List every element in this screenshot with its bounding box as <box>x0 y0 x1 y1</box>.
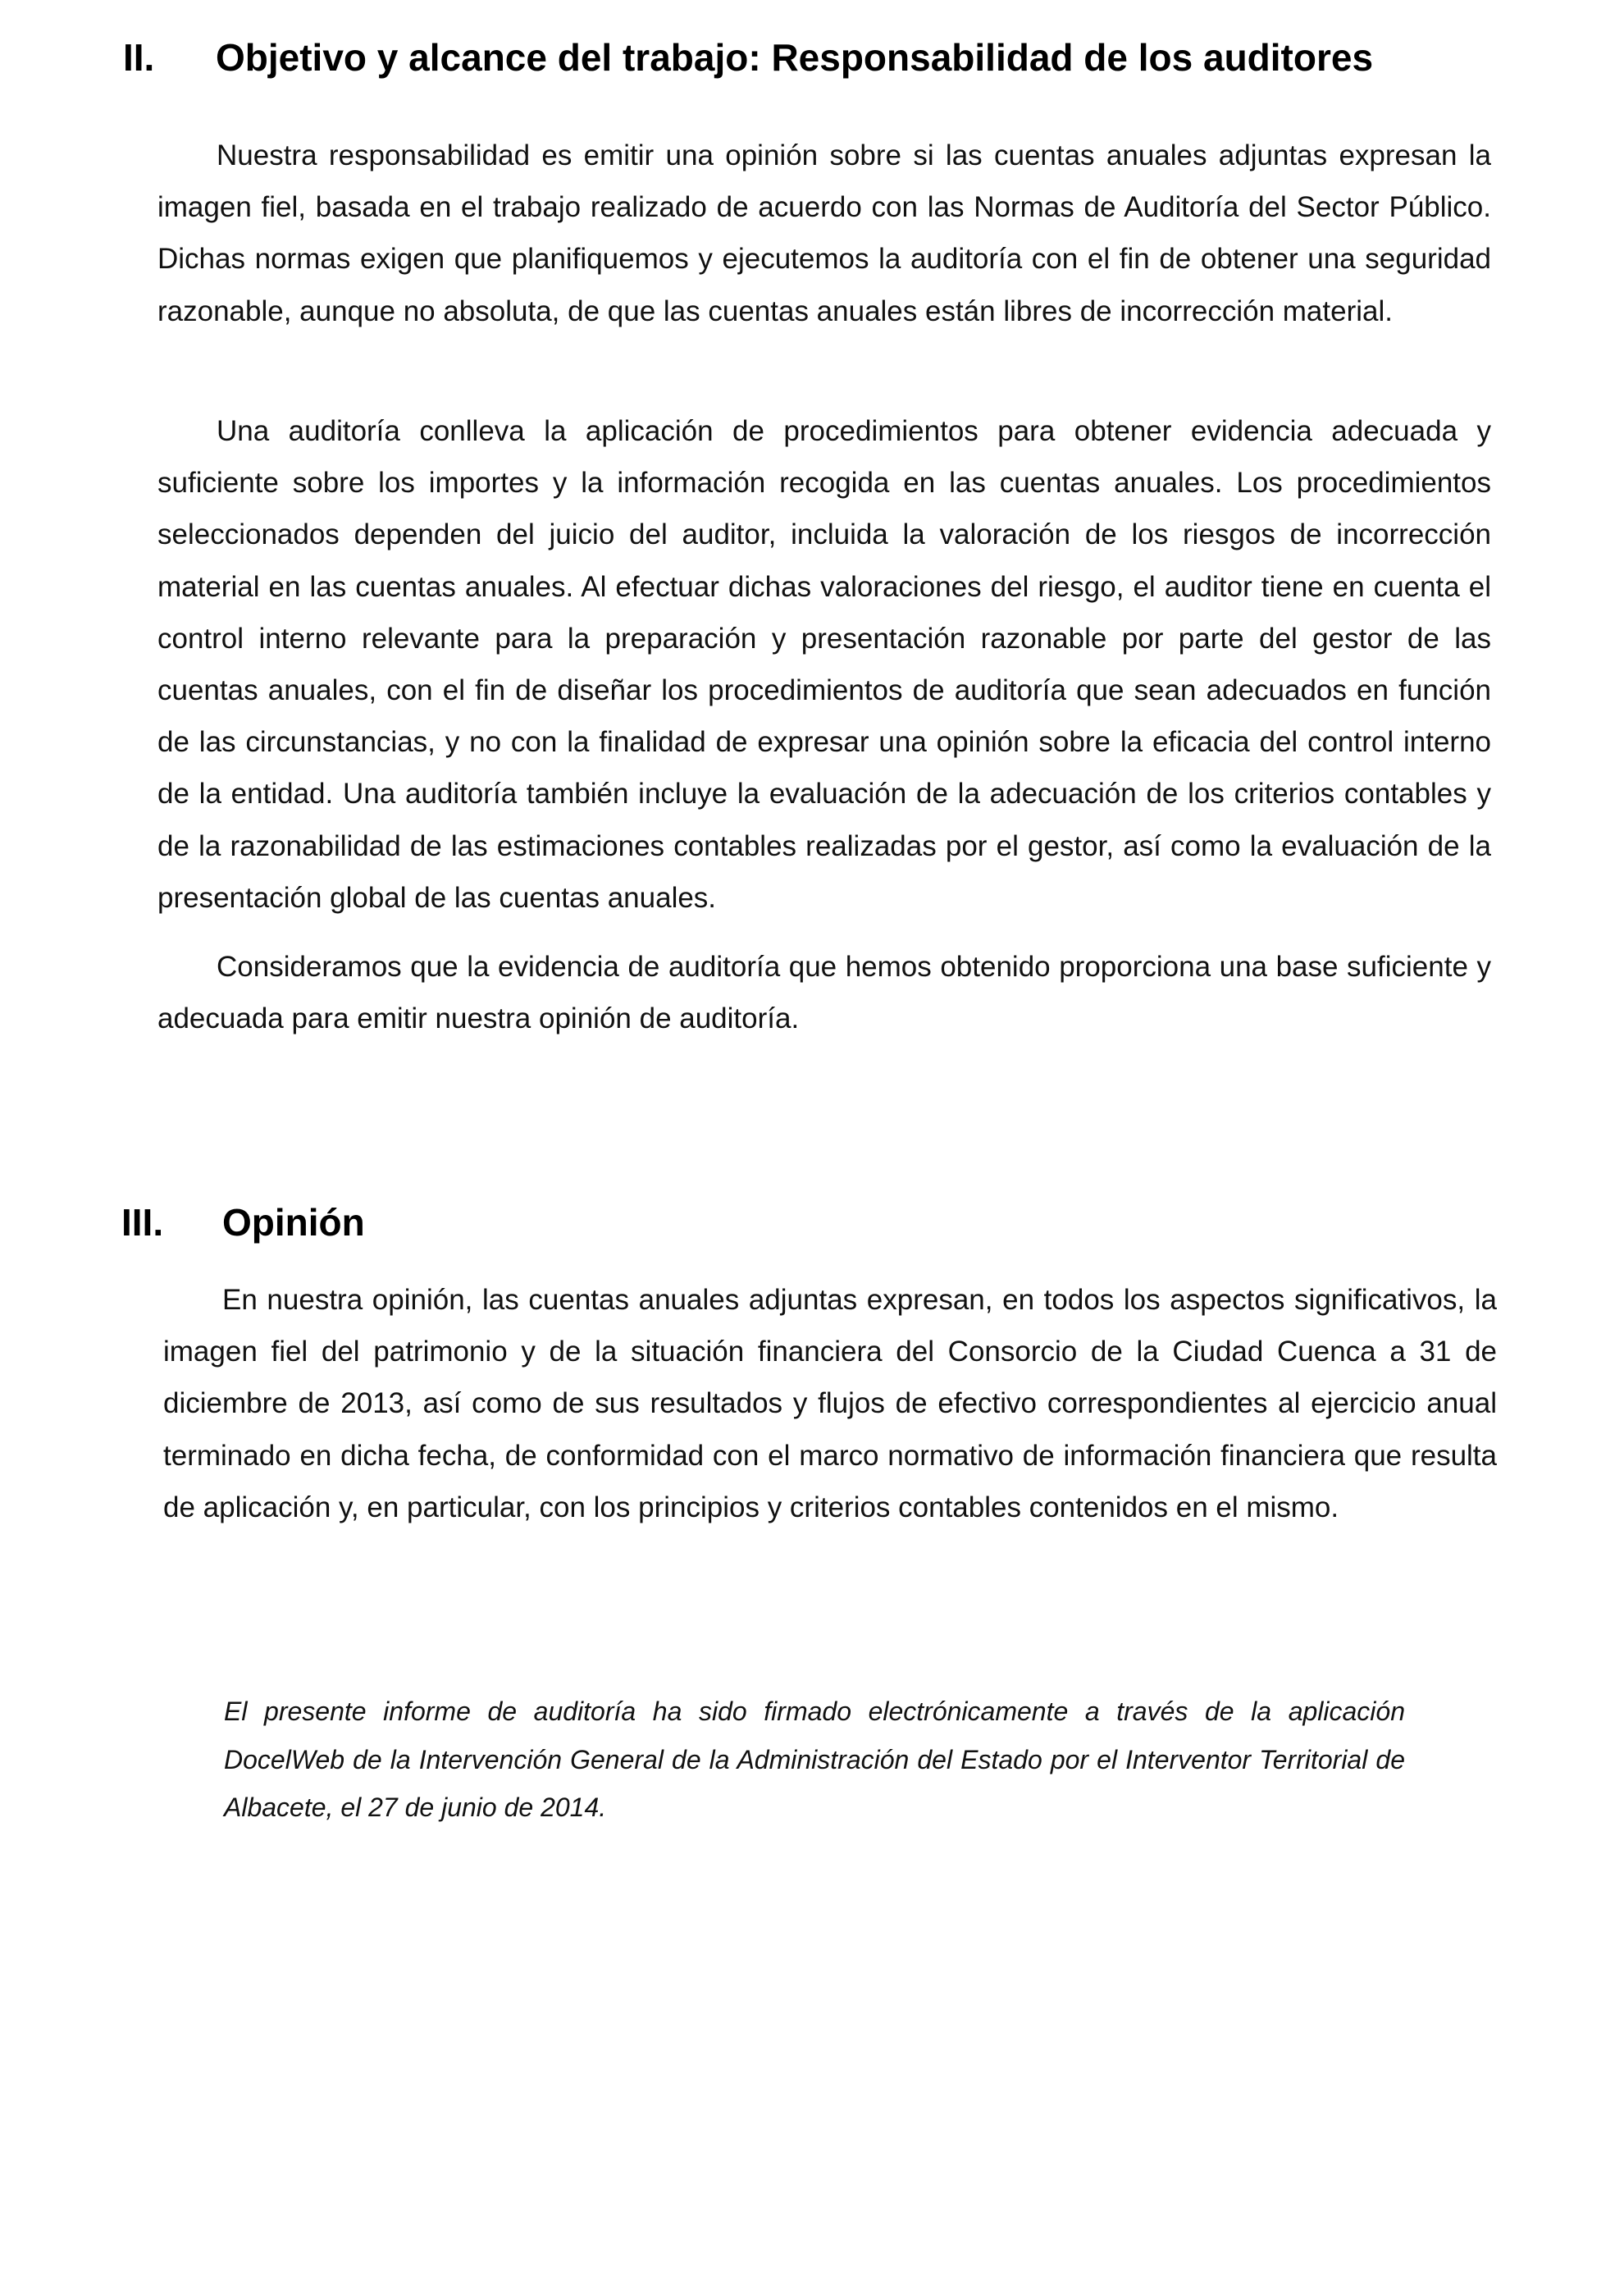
electronic-signature-note: El presente informe de auditoría ha sido firmado electrónicamente a través de la aplicación DocelWeb de la Intervención General de la Administración del Estado por el Interventor Territorial de Albacete, el 27 de junio de 2014. <box>224 1697 1405 1822</box>
section-title: Objetivo y alcance del trabajo: Responsabilidad de los auditores <box>216 36 1374 79</box>
paragraph-evidencia: Consideramos que la evidencia de auditoría que hemos obtenido proporciona una base suficiente y adecuada para emitir nuestra opinión de auditoría. <box>157 951 1491 1035</box>
section-number: III. <box>121 1201 164 1244</box>
section-title: Opinión <box>222 1201 365 1244</box>
paragraph-opinion: En nuestra opinión, las cuentas anuales adjuntas expresan, en todos los aspectos significativos, la imagen fiel del patrimonio y de la situación financiera del Consorcio de la Ciudad Cuenca a 31 de diciembre de 2013, así como de sus resultados y flujos de efectivo correspondientes al ejercicio anual terminado en dicha fecha, de conformidad con el marco normativo de información financiera que resulta de aplicación y, en particular, con los principios y criterios contables contenidos en el mismo. <box>163 1284 1497 1523</box>
paragraph-responsabilidad: Nuestra responsabilidad es emitir una opinión sobre si las cuentas anuales adjuntas expresan la imagen fiel, basada en el trabajo realizado de acuerdo con las Normas de Auditoría del Sector Público. Dichas normas exigen que planifiquemos y ejecutemos la auditoría con el fin de obtener una seguridad razonable, aunque no absoluta, de que las cuentas anuales están libres de incorrección material. <box>157 139 1491 327</box>
section-number: II. <box>123 36 155 79</box>
paragraph-procedimientos: Una auditoría conlleva la aplicación de procedimientos para obtener evidencia adecuada y suficiente sobre los importes y la información recogida en las cuentas anuales. Los procedimientos seleccionados dependen del juicio del auditor, incluida la valoración de los riesgos de incorrección material en las cuentas anuales. Al efectuar dichas valoraciones del riesgo, el auditor tiene en cuenta el control interno relevante para la preparación y presentación razonable por parte del gestor de las cuentas anuales, con el fin de diseñar los procedimientos de auditoría que sean adecuados en función de las circunstancias, y no con la finalidad de expresar una opinión sobre la eficacia del control interno de la entidad. Una auditoría también incluye la evaluación de la adecuación de los criterios contables y de la razonabilidad de las estimaciones contables realizadas por el gestor, así como la evaluación de la presentación global de las cuentas anuales. <box>157 415 1491 914</box>
